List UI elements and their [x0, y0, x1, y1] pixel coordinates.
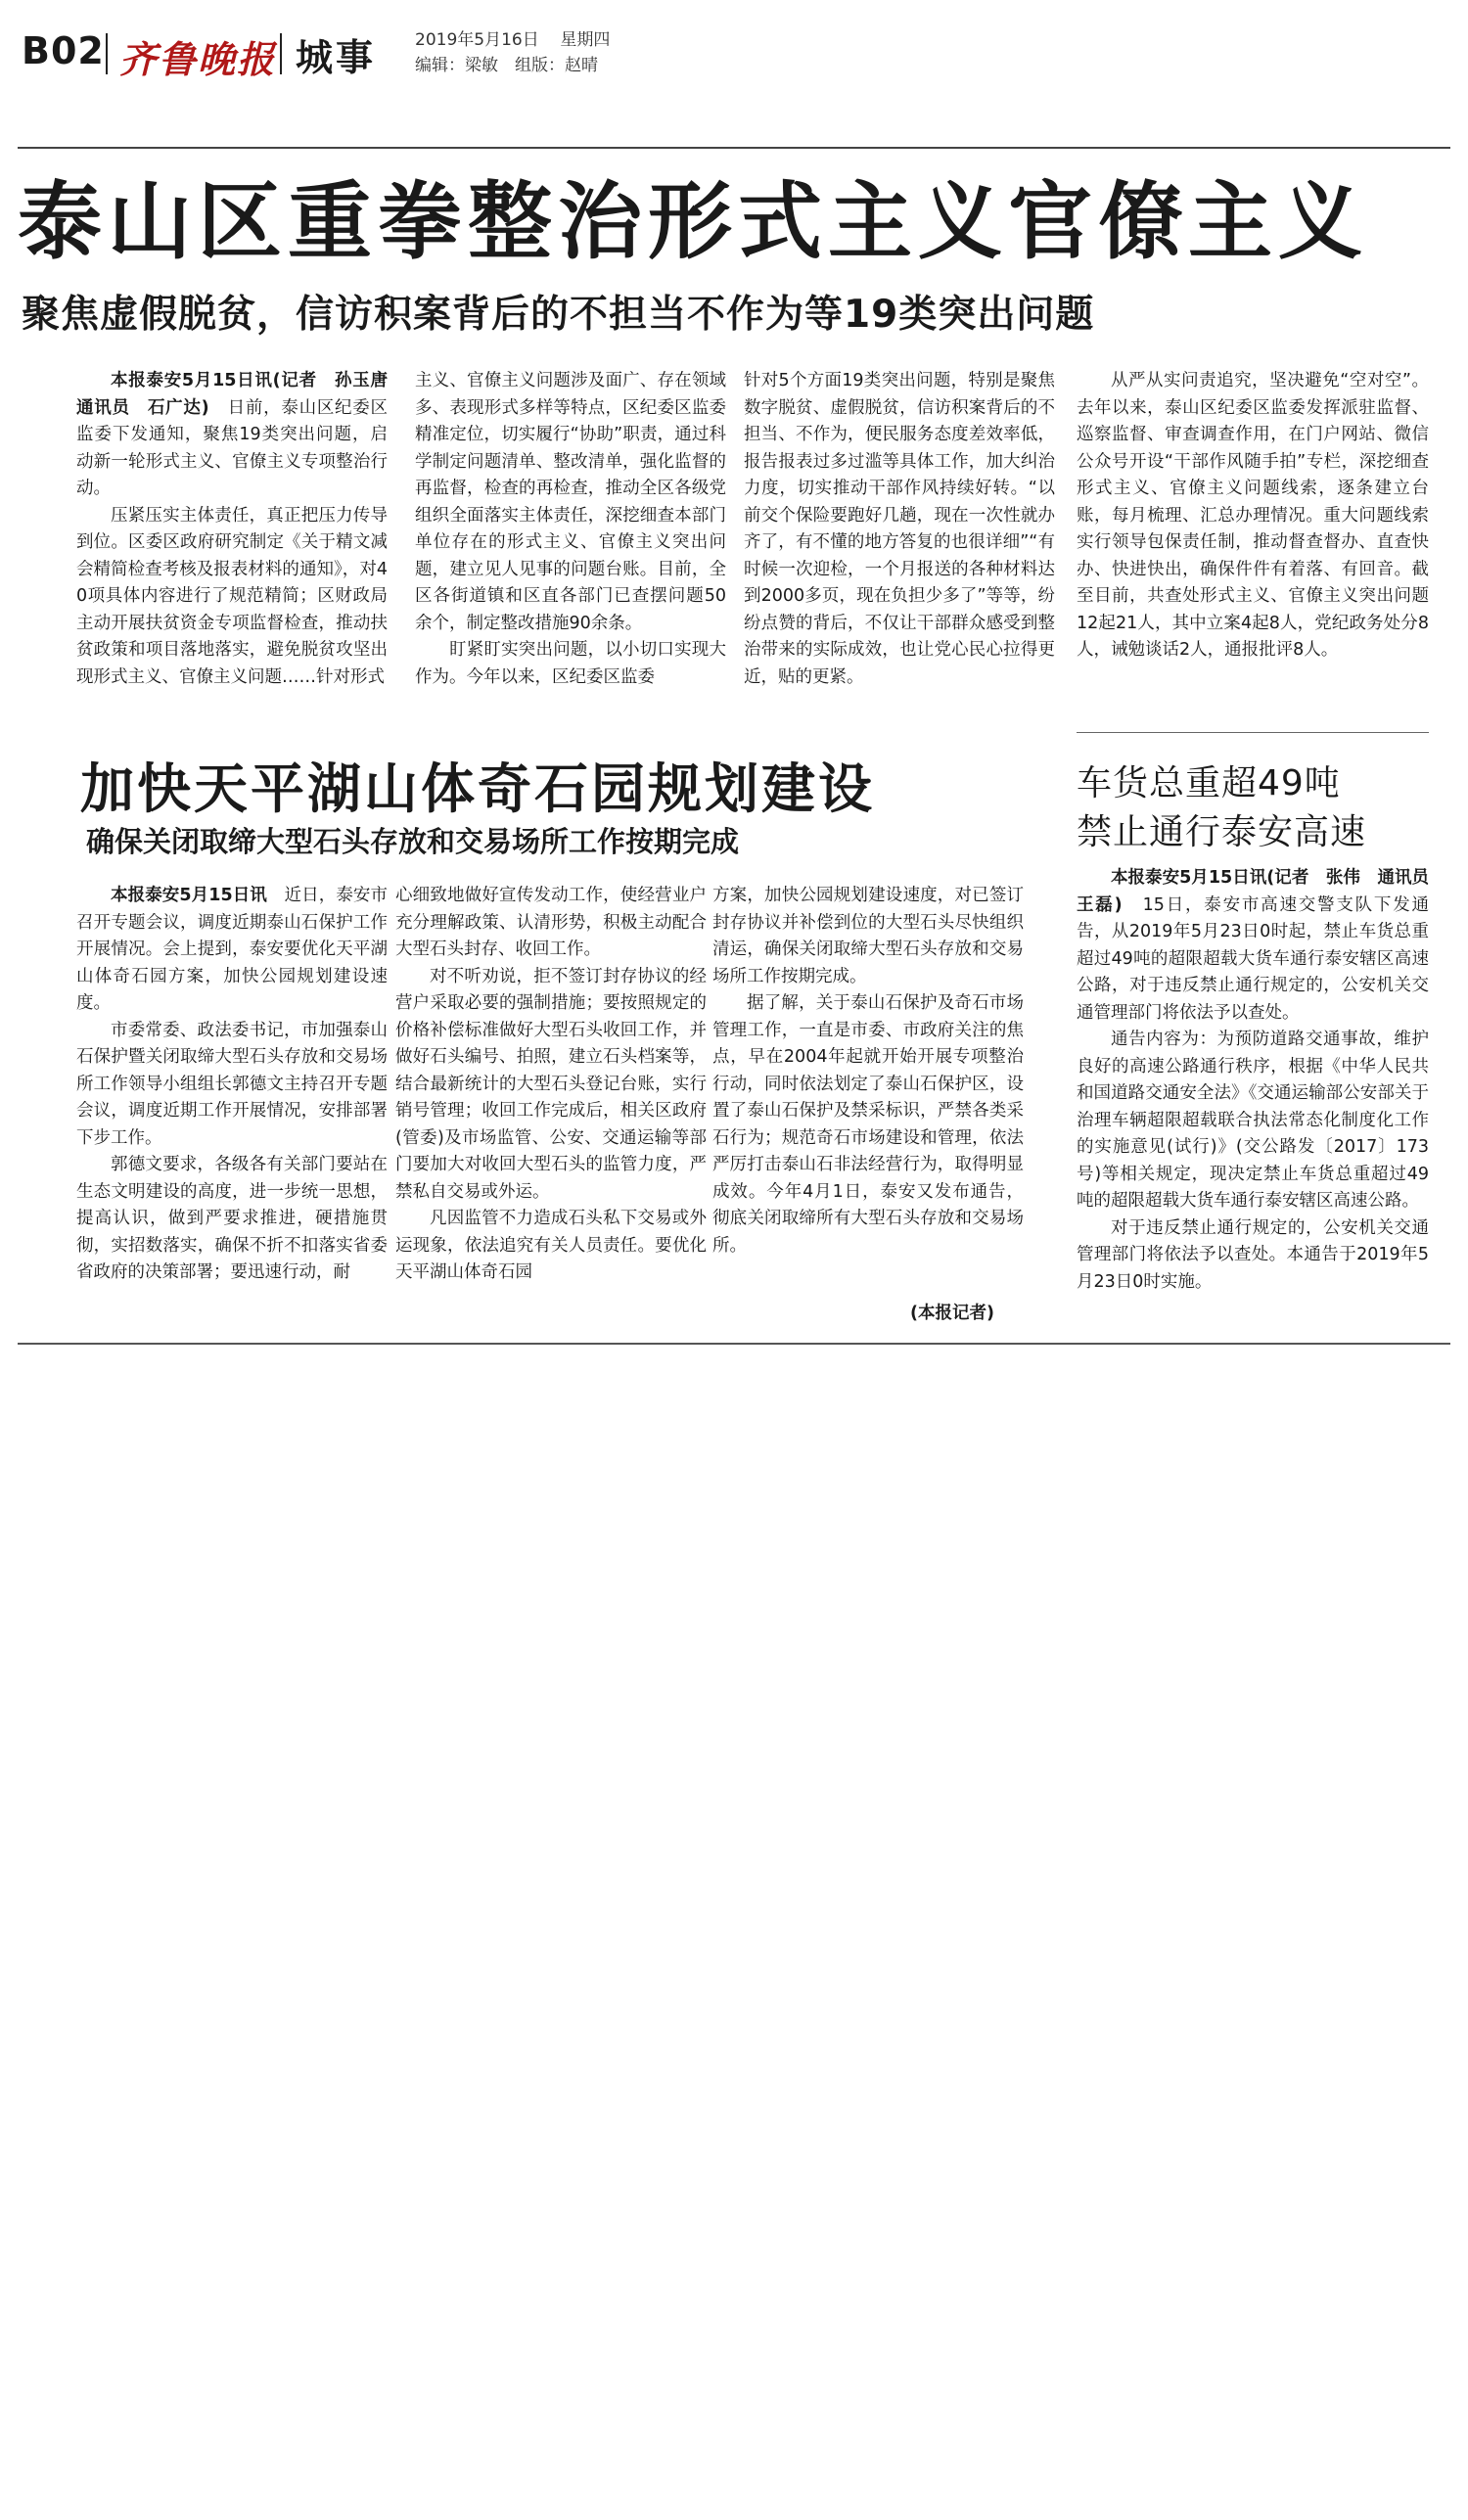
paragraph: 郭德文要求，各级各有关部门要站在生态文明建设的高度，进一步统一思想，提高认识，做到严要求推进，硬措施贯彻，实招数落实，确保不折不扣落实省委省政府的决策部署；要迅速行动，耐 [76, 1155, 388, 1282]
lead-article-column-2 [415, 368, 726, 691]
masthead-rule [18, 147, 1450, 149]
paragraph: 对不听劝说，拒不签订封存协议的经营户采取必要的强制措施；要按照规定的价格补偿标准做好大型石头收回工作，并做好石头编号、拍照，建立石头档案等，结合最新统计的大型石头登记台账，实行销号管理；收回工作完成后，相关区政府(管委)及市场监管、公安、交通运输等部门要加大对收回大型石头的监管力度，严禁私自交易或外运。 [395, 966, 707, 1202]
paragraph: 15日，泰安市高速交警支队下发通告，从2019年5月23日0时起，禁止车货总重超过49吨的超限超载大货车通行泰安辖区高速公路，对于违反禁止通行规定的，公安机关交通管理部门将依法予以查处。 [1077, 894, 1429, 1023]
second-byline: 本报泰安5月15日讯 [111, 886, 267, 905]
paragraph: 方案，加快公园规划建设速度，对已签订封存协议并补偿到位的大型石头尽快组织清运，确保关闭取缔大型石头存放和交易场所工作按期完成。 [712, 886, 1024, 986]
second-article-column-3 [712, 883, 1024, 1260]
paragraph: 市委常委、政法委书记，市加强泰山石保护暨关闭取缔大型石头存放和交易场所工作领导小组组长郭德文主持召开专题会议，调度近期工作开展情况，安排部署下步工作。 [76, 1020, 388, 1148]
section-name: 城事 [296, 36, 377, 79]
paragraph: 针对5个方面19类突出问题，特别是聚焦数字脱贫、虚假脱贫，信访积案背后的不担当、不作为，便民服务态度差效率低，报告报表过多过滥等具体工作，加大纠治力度，切实推动干部作风持续好转。“以前交个保险要跑好几趟，现在一次性就办齐了，有不懂的地方答复的也很详细”“有时候一次迎检，一个月报送的各种材料达到2000多页，现在负担少多了”等等，纷纷点赞的背后，不仅让干部群众感受到整治带来的实际成效，也让党心民心拉得更近，贴的更紧。 [744, 371, 1055, 687]
sidebar-headline-line-1: 车货总重超49吨 [1077, 763, 1341, 803]
lead-byline: 本报泰安5月15日讯(记者 孙玉唐 通讯员 石广达) [76, 371, 405, 418]
paragraph: 凡因监管不力造成石头私下交易或外运现象，依法追究有关人员责任。要优化天平湖山体奇石园 [395, 1209, 707, 1282]
lead-headline: 泰山区重拳整治形式主义官僚主义 [18, 172, 1368, 271]
masthead-divider [280, 33, 282, 74]
lead-article-column-4 [1077, 368, 1429, 664]
paragraph: 对于违反禁止通行规定的，公安机关交通管理部门将依法予以查处。本通告于2019年5月23日0时实施。 [1077, 1217, 1429, 1292]
paragraph: 近日，泰安市召开专题会议，调度近期泰山石保护工作开展情况。会上提到，泰安要优化天平湖山体奇石园方案，加快公园规划建设速度。 [76, 886, 389, 1013]
paragraph: 盯紧盯实突出问题，以小切口实现大作为。今年以来，区纪委区监委 [415, 640, 726, 687]
second-headline: 加快天平湖山体奇石园规划建设 [80, 757, 876, 820]
second-subheadline: 确保关闭取缔大型石头存放和交易场所工作按期完成 [86, 825, 740, 858]
paragraph: 压紧压实主体责任，真正把压力传导到位。区委区政府研究制定《关于精文减会精简检查考核及报表材料的通知》，对40项具体内容进行了规范精简；区财政局主动开展扶贫资金专项监督检查，推动扶贫政策和项目落地落实，避免脱贫攻坚出现形式主义、官僚主义问题……针对形式 [76, 505, 388, 687]
paragraph: 心细致地做好宣传发动工作，使经营业户充分理解政策、认清形势，积极主动配合大型石头封存、收回工作。 [395, 886, 707, 959]
editor-line: 编辑：梁敏 组版：赵晴 [415, 56, 598, 75]
lead-subheadline: 聚焦虚假脱贫，信访积案背后的不担当不作为等19类突出问题 [22, 293, 1095, 337]
page-number: B02 [22, 29, 105, 72]
paragraph: 通告内容为：为预防道路交通事故，维护良好的高速公路通行秩序，根据《中华人民共和国道路交通安全法》《交通运输部公安部关于治理车辆超限超载联合执法常态化制度化工作的实施意见(试行)》(交公路发〔2017〕173号)等相关规定，现决定禁止车货总重超过49吨的超限超载大货车通行泰安辖区高速公路。 [1077, 1030, 1429, 1211]
paragraph: 据了解，关于泰山石保护及奇石市场管理工作，一直是市委、市政府关注的焦点，早在2004年起就开始开展专项整治行动，同时依法划定了泰山石保护区，设置了泰山石保护及禁采标识，严禁各类采石行为；规范奇石市场建设和管理，依法严厉打击泰山石非法经营行为，取得明显成效。今年4月1日，泰安又发布通告，彻底关闭取缔所有大型石头存放和交易场所。 [712, 993, 1024, 1256]
lead-article-column-1 [76, 368, 405, 691]
second-article-column-2 [395, 883, 707, 1287]
paragraph: 从严从实问责追究，坚决避免“空对空”。去年以来，泰山区纪委区监委发挥派驻监督、巡察监督、审查调查作用，在门户网站、微信公众号开设“干部作风随手拍”专栏，深挖细查形式主义、官僚主义问题线索，逐条建立台账，每月梳理、汇总办理情况。重大问题线索实行领导包保责任制，推动督查督办、直查快办、快进快出，确保件件有着落、有回音。截至目前，共查处形式主义、官僚主义突出问题12起21人，其中立案4起8人，党纪政务处分8人，诫勉谈话2人，通报批评8人。 [1077, 371, 1429, 660]
lead-article-column-3 [744, 368, 1055, 691]
sidebar-article-body [1077, 865, 1446, 1296]
second-article-credit: (本报记者) [910, 1304, 994, 1323]
content-bottom-rule [18, 1343, 1450, 1345]
paper-logo: 齐鲁晚报 [119, 37, 277, 81]
masthead [0, 0, 1468, 147]
masthead-divider [106, 33, 108, 74]
issue-date: 2019年5月16日 [415, 30, 539, 50]
sidebar-byline: 本报泰安5月15日讯(记者 张伟 通讯员 王磊) [1077, 868, 1446, 915]
paragraph: 日前，泰山区纪委区监委下发通知，聚焦19类突出问题，启动新一轮形式主义、官僚主义专项整治行动。 [76, 397, 389, 498]
issue-weekday: 星期四 [560, 30, 611, 50]
paragraph: 主义、官僚主义问题涉及面广、存在领域多、表现形式多样等特点，区纪委区监委精准定位，切实履行“协助”职责，通过科学制定问题清单、整改清单，强化监督的再监督，检查的再检查，推动全区各级党组织全面落实主体责任，深挖细查本部门单位存在的形式主义、官僚主义突出问题，建立见人见事的问题台账。目前，全区各街道镇和区直各部门已查摆问题50余个，制定整改措施90余条。 [415, 371, 726, 633]
issue-date-line [415, 25, 610, 50]
section-divider [1077, 732, 1429, 733]
sidebar-headline-line-2: 禁止通行泰安高速 [1077, 812, 1367, 852]
second-article-column-1 [76, 883, 388, 1287]
